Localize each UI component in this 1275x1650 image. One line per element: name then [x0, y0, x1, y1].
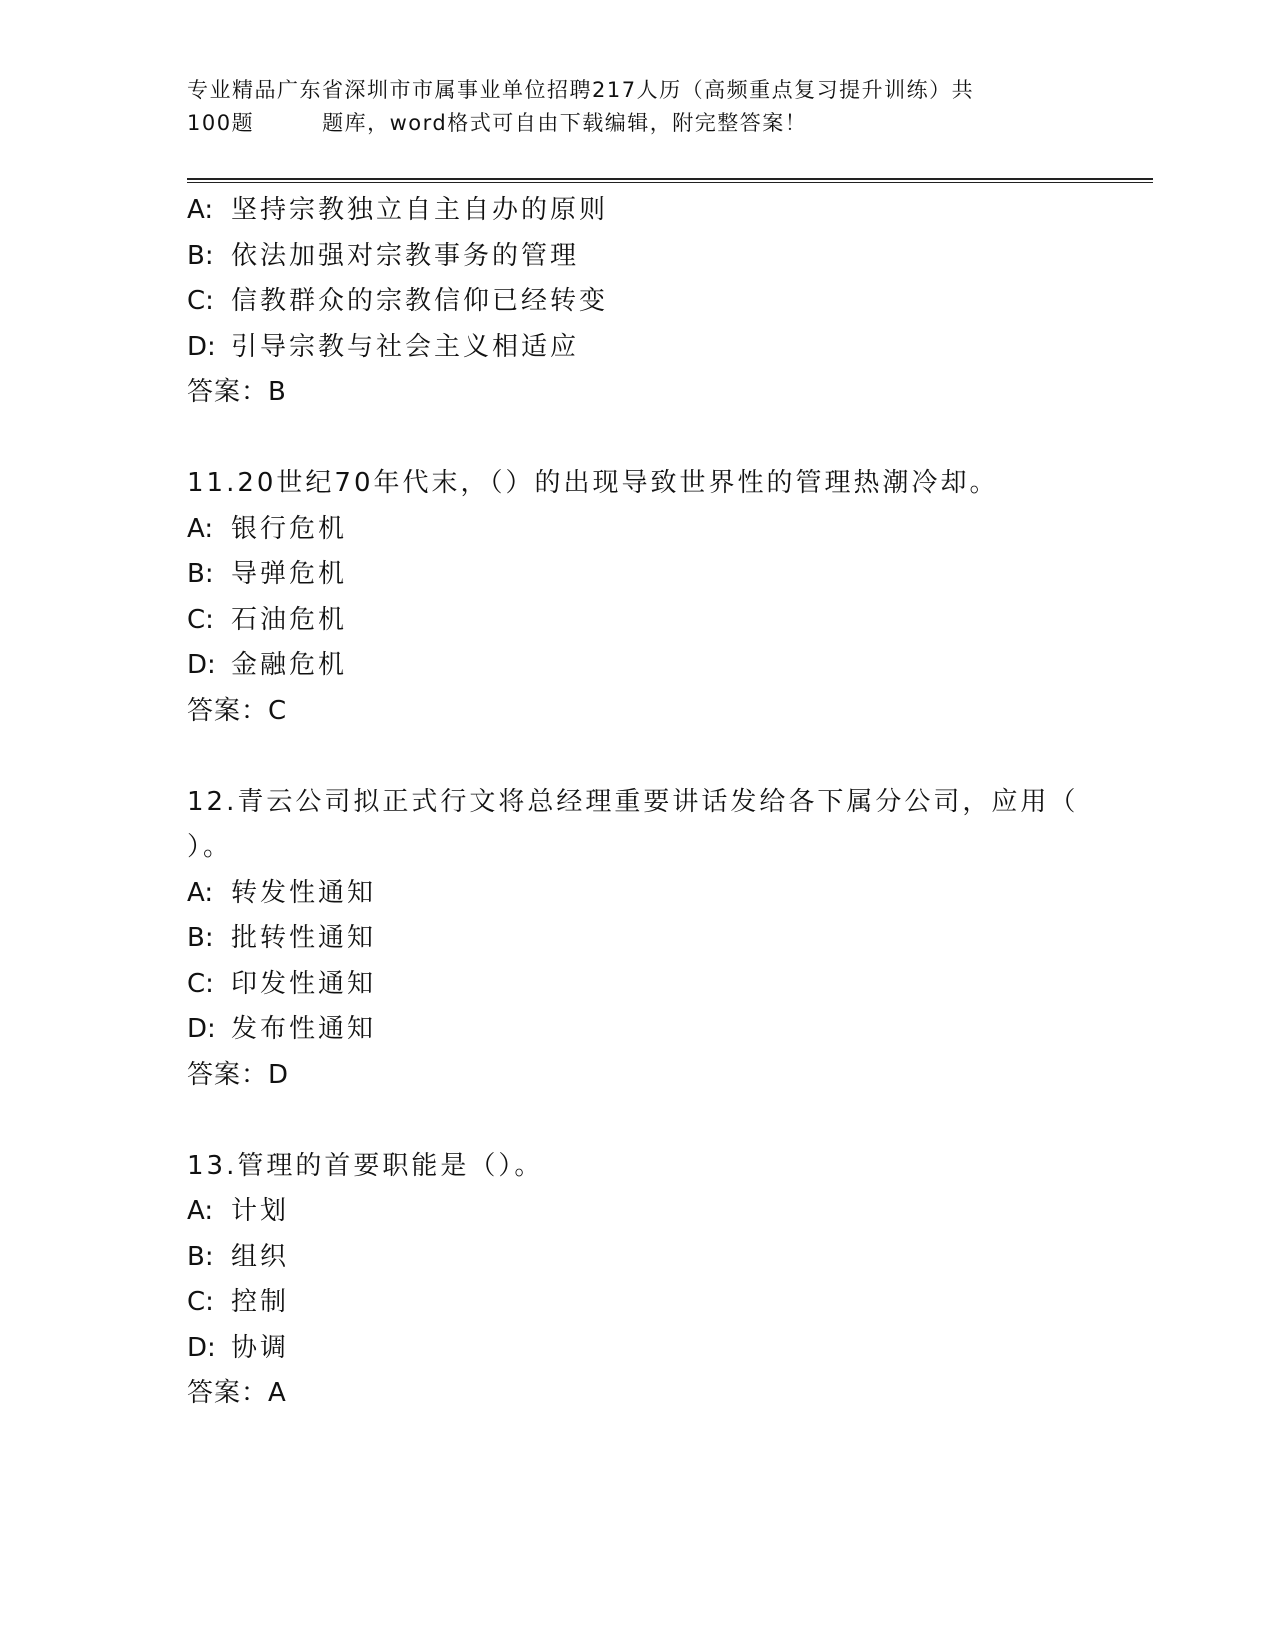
block-spacer — [187, 416, 1087, 462]
option-letter: D: — [187, 331, 216, 362]
option-b — [187, 234, 1087, 280]
option-text: 印发性通知 — [231, 968, 377, 999]
option-text: 发布性通知 — [231, 1014, 377, 1044]
header-divider-thick — [187, 178, 1153, 180]
option-a — [187, 1189, 1087, 1235]
option-b — [187, 552, 1087, 598]
answer-line: 答案：C — [187, 695, 288, 726]
option-text: 石油危机 — [231, 604, 348, 635]
answer-line: 答案：D — [187, 1059, 290, 1090]
option-letter: A: — [187, 877, 214, 908]
header-line-2 — [187, 107, 1087, 140]
option-d — [187, 1326, 1087, 1372]
block-spacer — [187, 734, 1087, 780]
option-letter: B: — [187, 240, 214, 271]
option-a — [187, 871, 1087, 917]
page-header — [187, 74, 1087, 140]
option-letter: B: — [187, 1241, 214, 1272]
question-text: 13.管理的首要职能是（）。 — [187, 1150, 544, 1181]
option-letter: D: — [187, 1014, 216, 1044]
option-c — [187, 598, 1087, 644]
option-letter: A: — [187, 1196, 214, 1226]
option-letter: C: — [187, 286, 214, 316]
option-letter: C: — [187, 968, 214, 999]
option-letter: D: — [187, 650, 216, 680]
question-block-q12 — [187, 780, 1087, 1099]
option-text: 批转性通知 — [231, 923, 377, 953]
question-text: ）。 — [187, 832, 233, 862]
option-d — [187, 1007, 1087, 1053]
header-divider-thin — [187, 182, 1153, 183]
option-text: 转发性通知 — [231, 877, 377, 908]
option-text: 依法加强对宗教事务的管理 — [231, 240, 580, 271]
option-b — [187, 1235, 1087, 1281]
option-letter: B: — [187, 559, 214, 589]
option-letter: C: — [187, 1287, 214, 1317]
option-text: 坚持宗教独立自主自办的原则 — [231, 195, 609, 225]
block-spacer — [187, 1098, 1087, 1144]
option-text: 控制 — [231, 1287, 290, 1317]
option-text: 金融危机 — [231, 650, 348, 680]
header-line-1: 专业精品广东省深圳市市属事业单位招聘217人历（高频重点复习提升训练）共 — [187, 78, 975, 102]
question-text: 12.青云公司拟正式行文将总经理重要讲话发给各下属分公司，应用（ — [187, 786, 1079, 817]
option-text: 银行危机 — [231, 513, 348, 544]
option-a — [187, 188, 1087, 234]
option-a — [187, 507, 1087, 553]
question-block-q10-tail — [187, 188, 1087, 416]
option-letter: D: — [187, 1332, 216, 1363]
option-text: 引导宗教与社会主义相适应 — [231, 331, 580, 362]
option-c — [187, 962, 1087, 1008]
option-letter: A: — [187, 195, 214, 225]
answer-line: 答案：A — [187, 1378, 287, 1408]
option-text: 协调 — [231, 1332, 290, 1363]
option-letter: A: — [187, 513, 214, 544]
option-text: 信教群众的宗教信仰已经转变 — [231, 286, 609, 316]
option-d — [187, 325, 1087, 371]
question-text: 11.20世纪70年代末，（）的出现导致世界性的管理热潮冷却。 — [187, 468, 999, 498]
answer-line: 答案：B — [187, 377, 287, 407]
question-list — [187, 188, 1087, 1417]
header-subtitle: 题库，word格式可自由下载编辑，附完整答案！ — [322, 111, 808, 135]
option-text: 组织 — [231, 1241, 290, 1272]
question-block-q13 — [187, 1144, 1087, 1417]
question-block-q11 — [187, 461, 1087, 734]
option-letter: B: — [187, 923, 214, 953]
option-c — [187, 1280, 1087, 1326]
header-count: 100题 — [187, 111, 255, 135]
option-letter: C: — [187, 604, 214, 635]
option-b — [187, 916, 1087, 962]
option-d — [187, 643, 1087, 689]
option-c — [187, 279, 1087, 325]
option-text: 计划 — [231, 1196, 290, 1226]
option-text: 导弹危机 — [231, 559, 348, 589]
